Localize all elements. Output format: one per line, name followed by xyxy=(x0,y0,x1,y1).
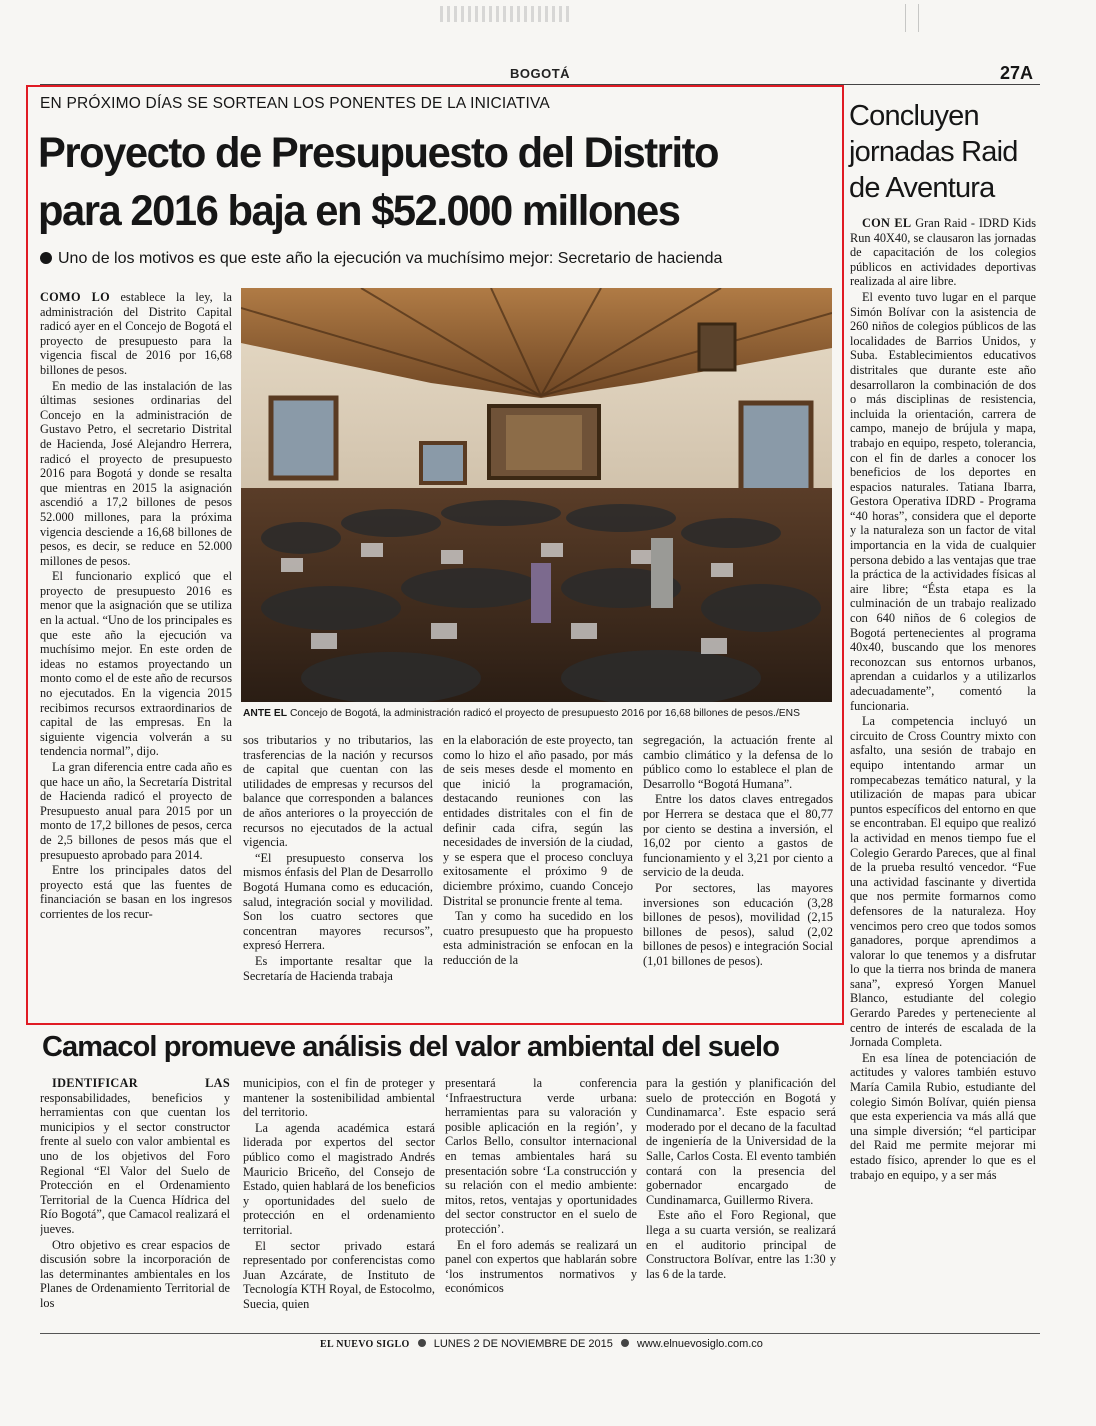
paragraph: municipios, con el fin de proteger y mantener la sostenibilidad ambiental del territorio. xyxy=(243,1076,435,1120)
paper-name: EL NUEVO SIGLO xyxy=(320,1339,410,1350)
paragraph: En medio de las instalación de las últimas sesiones ordinarias del Concejo en la administración de Gustavo Petro, el secretario Distrital de Hacienda, José Alejandro Herrera, radicó el proyecto de presupuesto 2016 para Bogotá y donde se resalta que mientras en 2015 la asignación ascendió a 17,2 billones de pesos 52.000 millones, para la próxima vigencia desciende a 16,68 billones de pesos, es decir, se reduce en 52.000 millones de pesos. xyxy=(40,378,232,568)
paragraph: Es importante resaltar que la Secretaría de Hacienda trabaja xyxy=(243,953,433,983)
bottom-col-2 xyxy=(243,1076,435,1332)
lead-in: IDENTIFICAR LAS xyxy=(52,1076,230,1090)
photo-caption xyxy=(243,708,833,719)
paragraph: Otro objetivo es crear espacios de discusión sobre la incorporación de las determinantes ambientales en los Planes de Ordenamiento Territorial de los xyxy=(40,1237,230,1310)
paragraph: Entre los principales datos del proyecto está que las fuentes de financiación se basan en los ingresos corrientes de los recur- xyxy=(40,863,232,921)
subhead xyxy=(40,250,722,268)
paragraph: La gran diferencia entre cada año es que hace un año, la Secretaría Distrital de Hacienda radicó el proyecto de Presupuesto anual para 2015 por un monto de 17,2 billones de pesos, cerca de 2,5 billones de pesos más que el presupuesto aprobado para 2014. xyxy=(40,760,232,862)
dot-icon xyxy=(621,1339,629,1347)
paragraph: responsabilidades, beneficios y herramientas con que cuentan los municipios y el sector constructor frente al suelo con valor ambiental es uno de los objetivos del Foro Regional “El Valor del Suelo de Protección en el Ordenamiento Territorial de la Cuenca Hídrica del Río Bogotá”, que Camacol realizará el jueves. xyxy=(40,1090,230,1236)
headline-line-2: para 2016 baja en $52.000 millones xyxy=(38,187,680,235)
paragraph: sos tributarios y no tributarios, las trasferencias de la nación y recursos de capital que cuentan con las utilidades de empresas y recursos del balance que corresponden a balances de años anteriores o la proyección de recursos no ejecutados de la actual vigencia. xyxy=(243,733,433,850)
paragraph: para la gestión y planificación del suelo de protección en Bogotá y Cundinamarca’. Este espacio será moderado por el decano de la facultad de ingeniería de la Universidad de la Salle, Carlos Costa. El evento también contará con la presencia del gobernador encargado de Cundinamarca, Guillermo Rivera. xyxy=(646,1076,836,1207)
paragraph: en la elaboración de este proyecto, tan como lo hizo el año pasado, por más de seis meses desde el momento en que inició la programación, destacando reuniones con las entidades distritales con el fin de definir cada cifra, según las necesidades de inversión de la ciudad, y se espera que el proceso concluya exitosamente el próximo 9 de diciembre próximo, cuando Concejo Distrital se pronuncie frente al tema. xyxy=(443,733,633,908)
bottom-col-1 xyxy=(40,1076,230,1332)
paragraph: El funcionario explicó que el proyecto de presupuesto 2016 es menor que la asignación que se utiliza en la actual. “Uno de los principales es que este año la ejecución va muchísimo mejor. En este orden de ideas no estamos proyectando un monto como el de este año de recursos no ejecutados. En la vigencia 2015 recibimos recursos extraordinarios de capital de las empresas. En la siguiente vigencia volverán a su tendencia normal”, dijo. xyxy=(40,569,232,759)
paragraph: Este año el Foro Regional, que llega a su cuarta versión, se realizará en el auditorio principal de Constructora Bolívar, entre las 1:30 y las 6 de la tarde. xyxy=(646,1208,836,1281)
paragraph: El evento tuvo lugar en el parque Simón Bolívar con la asistencia de 260 niños de colegios públicos de las localidades de Barrios Unidos, y Suba. Establecimientos educativos distritales que durante este año desarrollaron la combinación de dos o más disciplinas de resistencia, incluida la orientación, carrera de campo, manejo de brújula y mapa, trabajo en equipo, respeto, tolerancia, con el fin de darles a conocer los beneficios de los deportes en espacios naturales. Tatiana Ibarra, Gestora Operativa IDRD - Programa “40 horas”, considera que el deporte y la naturaleza son un factor de vital importancia en la vida de cualquier persona debido a las ventajas que trae la práctica de la actividades físicas al aire libre; “Ésta etapa es la culminación de un trabajo realizado con 640 niños de 6 colegios de Bogotá pertenecientes al programa 40x40, buscando que los menores reconozcan sus entornos urbanos, aprendan a cuidarlos y a utilizarlos adecuadamente”, comentó la funcionaria. xyxy=(850,289,1036,713)
lead-in: COMO LO xyxy=(40,290,110,304)
scan-artifact xyxy=(440,6,570,22)
paragraph: Por sectores, las mayores inversiones son educación (3,28 billones de pesos), movilidad (2,15 billones de pesos), salud (2,02 billones de pesos) e integración Social (1,01 billones de pesos). xyxy=(643,880,833,968)
paragraph: Tan y como ha sucedido en los cuatro presupuesto que ha propuesto esta administración se enfocan en la reducción de la xyxy=(443,909,633,967)
headline-line-1: Proyecto de Presupuesto del Distrito xyxy=(38,129,719,177)
kicker: EN PRÓXIMO DÍAS SE SORTEAN LOS PONENTES DE LA INICIATIVA xyxy=(40,95,550,112)
paragraph: La agenda académica estará liderada por expertos del sector público como el magistrado Andrés Mauricio Briceño, del Consejo de Estado, quien hablará de los beneficios y oportunidades del suelo de protección en el ordenamiento territorial. xyxy=(243,1120,435,1237)
page-number: 27A xyxy=(1000,63,1034,83)
main-col-3 xyxy=(443,733,633,1018)
main-col-4 xyxy=(643,733,833,1018)
side-headline-line: jornadas Raid xyxy=(849,136,1018,168)
paragraph: La competencia incluyó un circuito de Cross Country mixto con asfalto, una sesión de trabajo en equipo intentando armar un rompecabezas temático natural, y la utilización de mapas para ubicar puntos específicos del entorno en que se encontraban. El equipo que realizó la actividad en menos tiempo fue el Colegio Gerardo Pareces, que al final de la prueba resultó vencedor. “Fue una actividad fascinante y divertida que nos permite formarnos como defensores de la naturaleza. Hoy vencimos pero creo que todos somos ganadores, porque aprendimos a valorar lo que tenemos y a disfrutar lo que la tierra nos brinda de manera sana”, expresó Yorgen Manuel Blanco, estudiante del colegio Gerardo Paredes y perteneciente al centro de interés de escalada de la Jornada Completa. xyxy=(850,714,1036,1050)
bottom-col-4 xyxy=(646,1076,836,1332)
main-col-2 xyxy=(243,733,433,1018)
side-headline-line: de Aventura xyxy=(849,172,995,204)
paragraph: segregación, la actuación frente al cambio climático y la defensa de lo público como lo establece el plan de Desarrollo “Bogotá Humana”. xyxy=(643,733,833,791)
subhead-text: Uno de los motivos es que este año la ejecución va muchísimo mejor: Secretario de hacienda xyxy=(58,250,723,267)
section-label: BOGOTÁ xyxy=(510,66,571,81)
dot-icon xyxy=(418,1339,426,1347)
caption-text: Concejo de Bogotá, la administración radicó el proyecto de presupuesto 2016 por 16,68 billones de pesos./ENS xyxy=(289,708,800,719)
paragraph: Gran Raid - IDRD Kids Run 40X40, se clausaron las jornadas de capacitación de los colegios públicos en actividades deportivas realizada al aire libre. xyxy=(850,216,1036,289)
side-headline-line: Concluyen xyxy=(849,100,979,132)
paragraph: El sector privado estará representado por conferencistas como Juan Azcárate, de Instituto de Tecnología KTH Royal, de Estocolmo, Suecia, quien xyxy=(243,1238,435,1311)
bottom-col-3 xyxy=(445,1076,637,1332)
paragraph: En esa línea de potenciación de actitudes y valores también estuvo María Camila Rubio, estudiante del colegio Simón Bolívar, quién piensa que esta experiencia va más allá que una simple diversión; “el participar del Raid me permite mejorar mi estado físico, aprender lo que es el trabajo en equipo, y a ser más xyxy=(850,1050,1036,1182)
footer-url: www.elnuevosiglo.com.co xyxy=(636,1338,763,1350)
lead-in: CON EL xyxy=(862,216,912,230)
paragraph: Entre los datos claves entregados por Herrera se destaca que el 80,77 por ciento se destina a inversión, el 16,02 por ciento a gastos de funcionamiento y el 3,21 por ciento a servicio de la deuda. xyxy=(643,792,833,880)
paragraph: establece la ley, la administración del Distrito Capital radicó ayer en el Concejo de Bogotá el proyecto de presupuesto para la vigencia fiscal de 2016 por 16,68 billones de pesos. xyxy=(40,290,232,377)
bottom-headline: Camacol promueve análisis del valor ambiental del suelo xyxy=(42,1031,780,1063)
side-headline xyxy=(849,98,1039,206)
caption-lead: ANTE EL xyxy=(243,708,288,719)
footer xyxy=(320,1338,763,1350)
photo-illustration xyxy=(241,288,832,702)
council-chamber-photo xyxy=(241,288,832,702)
paragraph: En el foro además se realizará un panel con expertos que hablarán sobre ‘los instrumentos normativos y económicos xyxy=(445,1237,637,1296)
side-col xyxy=(850,216,1036,1272)
paragraph: presentará la conferencia ‘Infraestructura verde urbana: herramientas para su valoración y posible aplicación en la región’, y Carlos Bello, consultor internacional en temas ambientales hará su presentación sobre ‘La construcción y su relación con el medio ambiente: mitos, retos, ventajas y oportunidades del sector constructor en el suelo de protección’. xyxy=(445,1076,637,1236)
scan-artifact xyxy=(905,4,919,32)
paragraph: “El presupuesto conserva los mismos énfasis del Plan de Desarrollo Bogotá Humana como es educación, salud, integración social y movilidad. Son los cuatro sectores que concentran mayores recursos”, expresó Herrera. xyxy=(243,850,433,953)
main-col-1 xyxy=(40,290,232,1018)
bullet-icon xyxy=(40,252,52,264)
footer-rule xyxy=(40,1333,1040,1334)
footer-date: LUNES 2 DE NOVIEMBRE DE 2015 xyxy=(433,1338,613,1350)
